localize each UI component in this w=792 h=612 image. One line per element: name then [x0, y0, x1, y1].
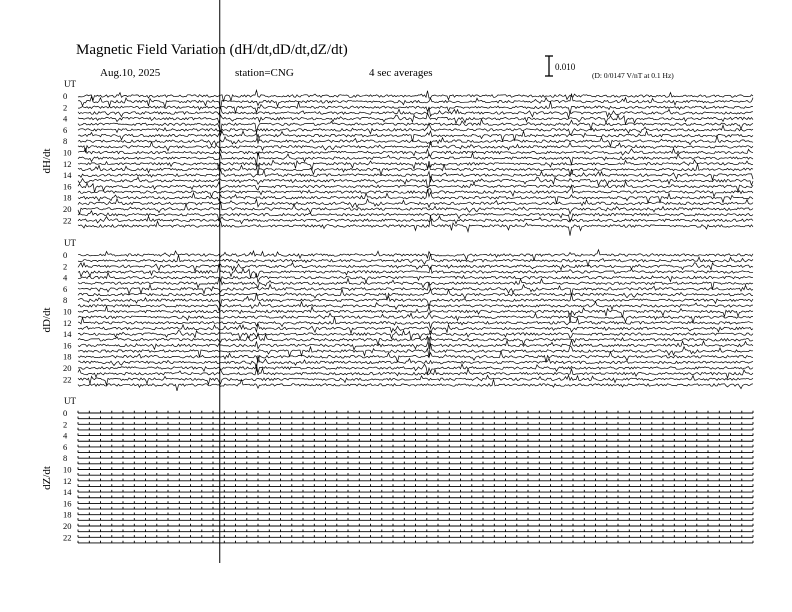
hour-tick-label: 20 [63, 363, 72, 373]
hour-tick-label: 6 [63, 124, 68, 135]
hour-tick-label: 10 [63, 306, 72, 317]
hour-tick-label: 0 [63, 408, 68, 418]
hour-tick-label: 18 [63, 509, 72, 520]
trace-line [78, 199, 753, 208]
trace-line [78, 317, 753, 328]
hour-tick-label: 6 [63, 441, 68, 452]
trace-line [78, 273, 753, 283]
trace-line [78, 263, 753, 272]
trace-line [78, 351, 753, 362]
trace-line [78, 428, 753, 430]
trace-line [78, 473, 753, 475]
scale-note: (D: 0/0147 V/nT at 0.1 Hz) [592, 71, 674, 80]
hour-tick-label: 14 [63, 329, 72, 340]
hour-tick-label: 22 [63, 532, 72, 543]
hour-tick-label: 14 [63, 487, 72, 498]
hour-tick-label: 8 [63, 295, 68, 306]
trace-line [78, 490, 753, 492]
panel-1 [41, 238, 753, 391]
hour-tick-label: 8 [63, 453, 68, 464]
trace-line [78, 375, 753, 385]
trace-line [78, 507, 753, 509]
hour-tick-label: 8 [63, 136, 68, 147]
ut-axis-label: UT [64, 238, 76, 248]
hour-tick-label: 22 [63, 374, 72, 385]
scale-bar-value: 0.010 [555, 62, 576, 72]
hour-tick-label: 2 [63, 419, 68, 430]
hour-tick-label: 20 [63, 204, 72, 214]
trace-line [78, 541, 753, 543]
trace-line [78, 411, 753, 413]
hour-tick-label: 18 [63, 192, 72, 203]
hour-tick-label: 2 [63, 102, 68, 113]
trace-line [78, 462, 753, 464]
scale-bar [545, 56, 553, 76]
trace-line [78, 278, 753, 289]
trace-line [78, 160, 753, 175]
hour-tick-label: 18 [63, 351, 72, 362]
trace-line [78, 324, 753, 335]
hour-tick-label: 2 [63, 261, 68, 272]
trace-line [78, 306, 753, 323]
hour-tick-label: 16 [63, 181, 72, 192]
panel-label: dZ/dt [41, 466, 53, 490]
trace-line [78, 119, 753, 133]
trace-line [78, 450, 753, 452]
trace-line [78, 456, 753, 458]
ut-axis-label: UT [64, 79, 76, 89]
hour-tick-label: 4 [63, 430, 68, 441]
trace-line [78, 484, 753, 486]
trace-line [78, 524, 753, 526]
station-label: station=CNG [235, 67, 294, 79]
hour-tick-label: 4 [63, 272, 68, 283]
trace-line [78, 379, 753, 391]
hour-tick-label: 6 [63, 283, 68, 294]
date-label: Aug.10, 2025 [100, 67, 161, 79]
trace-line [78, 496, 753, 498]
trace-line [78, 313, 753, 324]
chart-title: Magnetic Field Variation (dH/dt,dD/dt,dZ/dt) [76, 42, 348, 58]
trace-line [78, 215, 753, 235]
trace-line [78, 254, 753, 267]
trace-line [78, 467, 753, 469]
trace-line [78, 501, 753, 503]
trace-line [78, 185, 753, 197]
hour-tick-label: 4 [63, 113, 68, 124]
ut-axis-label: UT [64, 396, 76, 406]
hour-tick-label: 12 [63, 317, 72, 328]
trace-line [78, 529, 753, 531]
hour-tick-label: 12 [63, 475, 72, 486]
averaging-label: 4 sec averages [369, 67, 433, 79]
trace-line [78, 216, 753, 224]
trace-line [78, 113, 753, 124]
trace-line [78, 148, 753, 156]
hour-tick-label: 20 [63, 521, 72, 531]
hour-tick-label: 10 [63, 147, 72, 158]
trace-line [78, 433, 753, 435]
trace-line [78, 439, 753, 441]
trace-line [78, 535, 753, 537]
hour-tick-label: 12 [63, 158, 72, 169]
hour-tick-label: 14 [63, 170, 72, 181]
panel-label: dH/dt [41, 148, 53, 174]
trace-line [78, 518, 753, 520]
trace-line [78, 289, 753, 301]
trace-line [78, 513, 753, 515]
trace-line [78, 364, 753, 374]
trace-line [78, 164, 753, 176]
hour-tick-label: 10 [63, 464, 72, 475]
trace-line [78, 302, 753, 311]
trace-line [78, 181, 753, 192]
panel-2 [41, 396, 753, 543]
panel-label: dD/dt [41, 307, 53, 333]
hour-tick-label: 0 [63, 250, 68, 260]
trace-line [78, 416, 753, 418]
trace-line [78, 445, 753, 447]
trace-line [78, 479, 753, 481]
hour-tick-label: 22 [63, 215, 72, 226]
trace-line [78, 422, 753, 424]
hour-tick-label: 0 [63, 91, 68, 101]
hour-tick-label: 16 [63, 340, 72, 351]
panel-0 [41, 79, 753, 236]
hour-tick-label: 16 [63, 498, 72, 509]
trace-line [78, 264, 753, 278]
